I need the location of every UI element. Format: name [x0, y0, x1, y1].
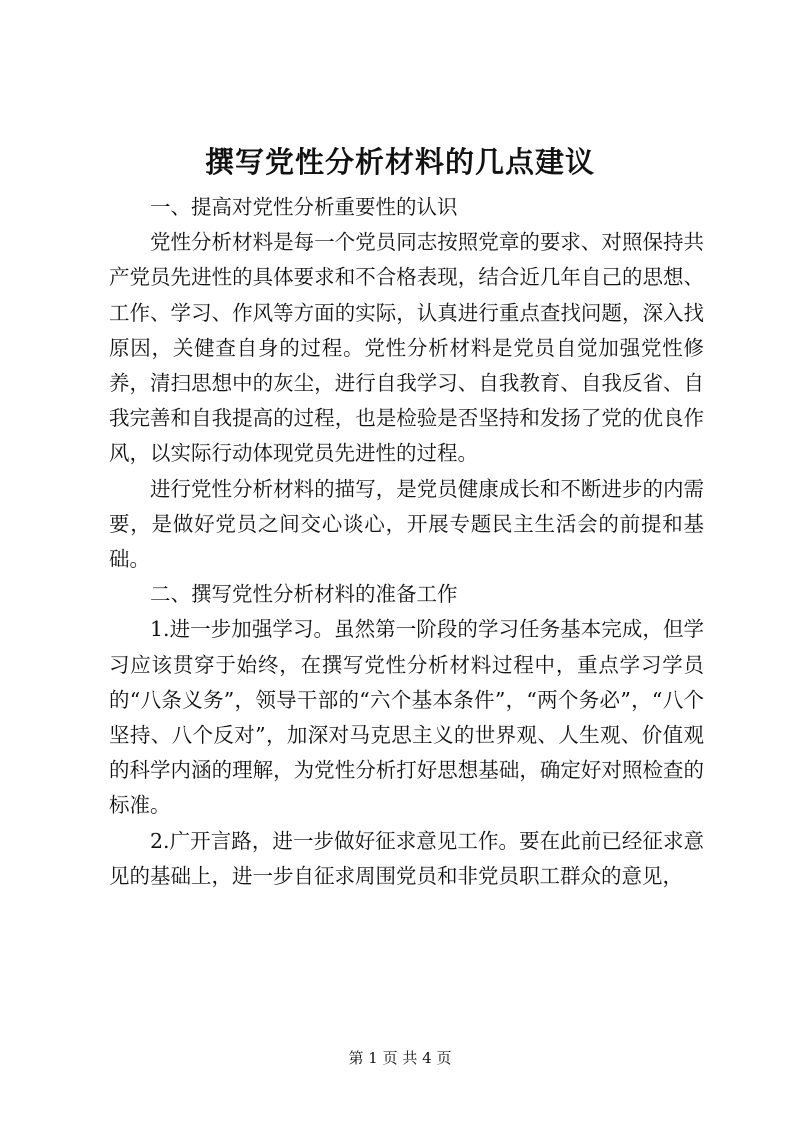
page-number-footer: 第 1 页 共 4 页: [348, 1049, 452, 1067]
document-body: [109, 190, 704, 894]
section-heading-1: 一、提高对党性分析重要性的认识: [150, 195, 458, 219]
paragraph: 党性分析材料是每一个党员同志按照党章的要求、对照保持共产党员先进性的具体要求和不合格表现，结合近几年自己的思想、工作、学习、作风等方面的实际，认真进行重点查找问题，深入找原因，关健查自身的过程。党性分析材料是党员自觉加强党性修养，清扫思想中的灰尘，进行自我学习、自我教育、自我反省、自我完善和自我提高的过程，也是检验是否坚持和发扬了党的优良作风，以实际行动体现党员先进性的过程。: [109, 230, 704, 466]
section-heading-2: 二、撰写党性分析材料的准备工作: [150, 582, 458, 607]
paragraph: 1.进一步加强学习。虽然第一阶段的学习任务基本完成，但学习应该贯穿于始终，在撰写党性分析材料过程中，重点学习学员的“八条义务”，领导干部的“六个基本条件”，“两个务必”，“八个坚持、八个反对”，加深对马克思主义的世界观、人生观、价值观的科学内涵的理解，为党性分析打好思想基础，确定好对照检查的标准。: [109, 617, 704, 818]
document-title: 撰写党性分析材料的几点建议: [204, 145, 595, 179]
paragraph: 进行党性分析材料的描写，是党员健康成长和不断进步的内需要，是做好党员之间交心谈心，开展专题民主生活会的前提和基础。: [109, 476, 704, 572]
paragraph: 2.广开言路，进一步做好征求意见工作。要在此前已经征求意见的基础上，进一步自征求周围党员和非党员职工群众的意见，: [109, 828, 704, 888]
